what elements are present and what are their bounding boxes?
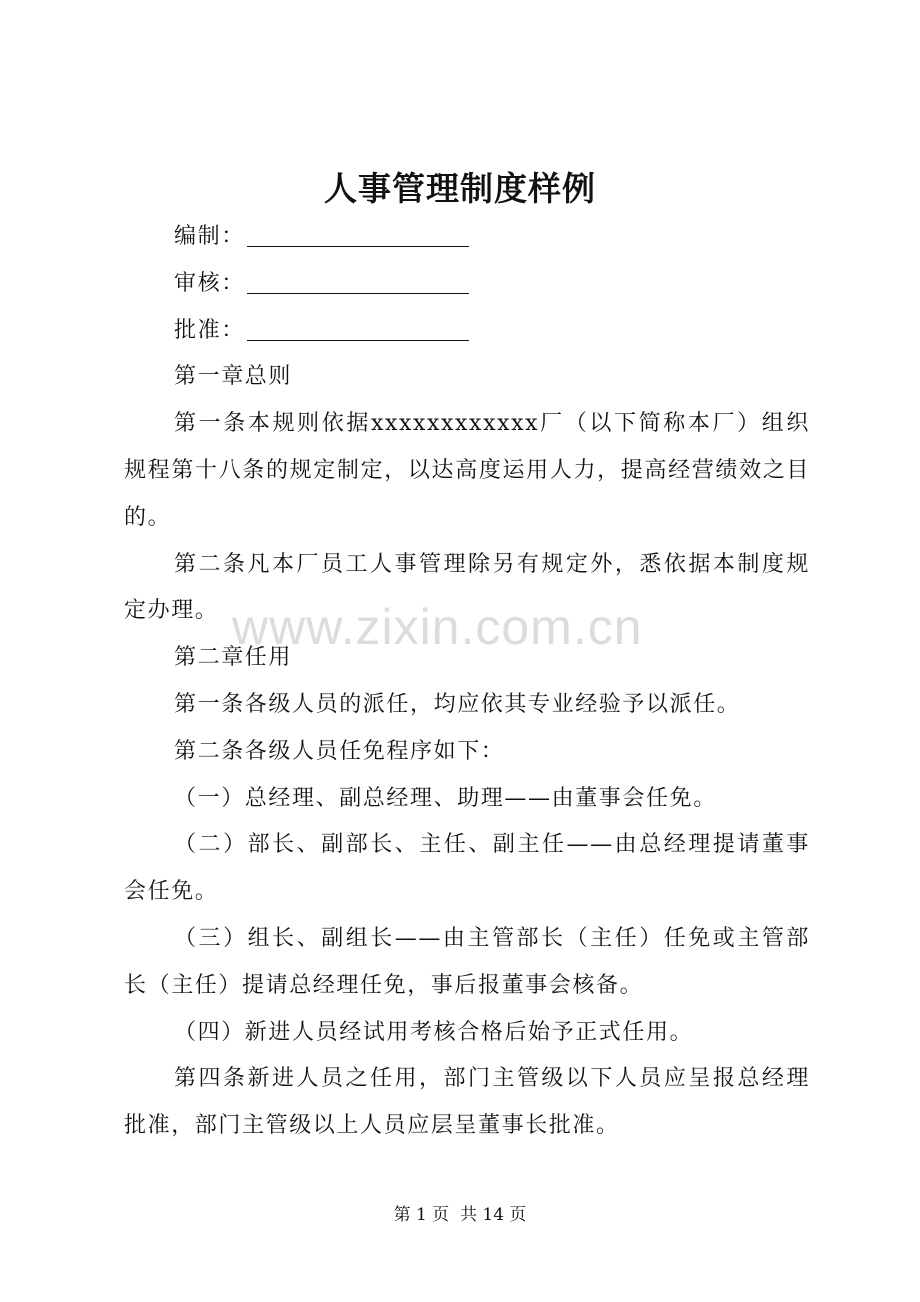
list-item: （一）总经理、副总经理、助理——由董事会任免。 [174, 785, 717, 811]
document-title: 人事管理制度样例 [324, 169, 596, 208]
signature-label: 编制： [174, 224, 245, 249]
signature-label: 审核： [174, 270, 245, 296]
list-item: （四）新进人员经试用考核合格后始予正式任用。 [174, 1019, 694, 1045]
watermark: www.zixin.com.cn [232, 599, 643, 655]
list-item: （三）组长、副组长——由主管部长（主任）任免或主管部长（主任）提请总经理任免，事后报董事会核备。 [124, 925, 810, 998]
paragraph-article: 第二条凡本厂员工人事管理除另有规定外，悉依据本制度规定办理。 [124, 551, 810, 624]
paragraph-article: 第一条本规则依据xxxxxxxxxxxx厂（以下简称本厂）组织规程第十八条的规定制定，以达高度运用人力，提高经营绩效之目的。 [124, 411, 810, 530]
chapter-heading: 第二章任用 [174, 645, 293, 671]
paragraph-article: 第二条各级人员任免程序如下： [174, 738, 505, 764]
signature-blank-line [247, 318, 469, 341]
chapter-heading: 第一章总则 [174, 364, 293, 390]
page-footer [0, 1200, 920, 1225]
signature-label: 批准： [174, 317, 245, 343]
signature-field-compile [124, 214, 810, 261]
signature-field-approve [124, 308, 810, 355]
list-item: （二）部长、副部长、主任、副主任——由总经理提请董事会任免。 [124, 832, 810, 905]
paragraph-article: 第四条新进人员之任用，部门主管级以下人员应呈报总经理批准，部门主管级以上人员应层呈董事长批准。 [124, 1066, 810, 1139]
signature-blank-line [247, 224, 469, 247]
document-body [124, 214, 810, 1150]
signature-blank-line [247, 271, 469, 294]
page-number: 第 1 页 共 14 页 [393, 1205, 527, 1225]
signature-field-review [124, 261, 810, 308]
paragraph-article: 第一条各级人员的派任，均应依其专业经验予以派任。 [174, 691, 741, 717]
